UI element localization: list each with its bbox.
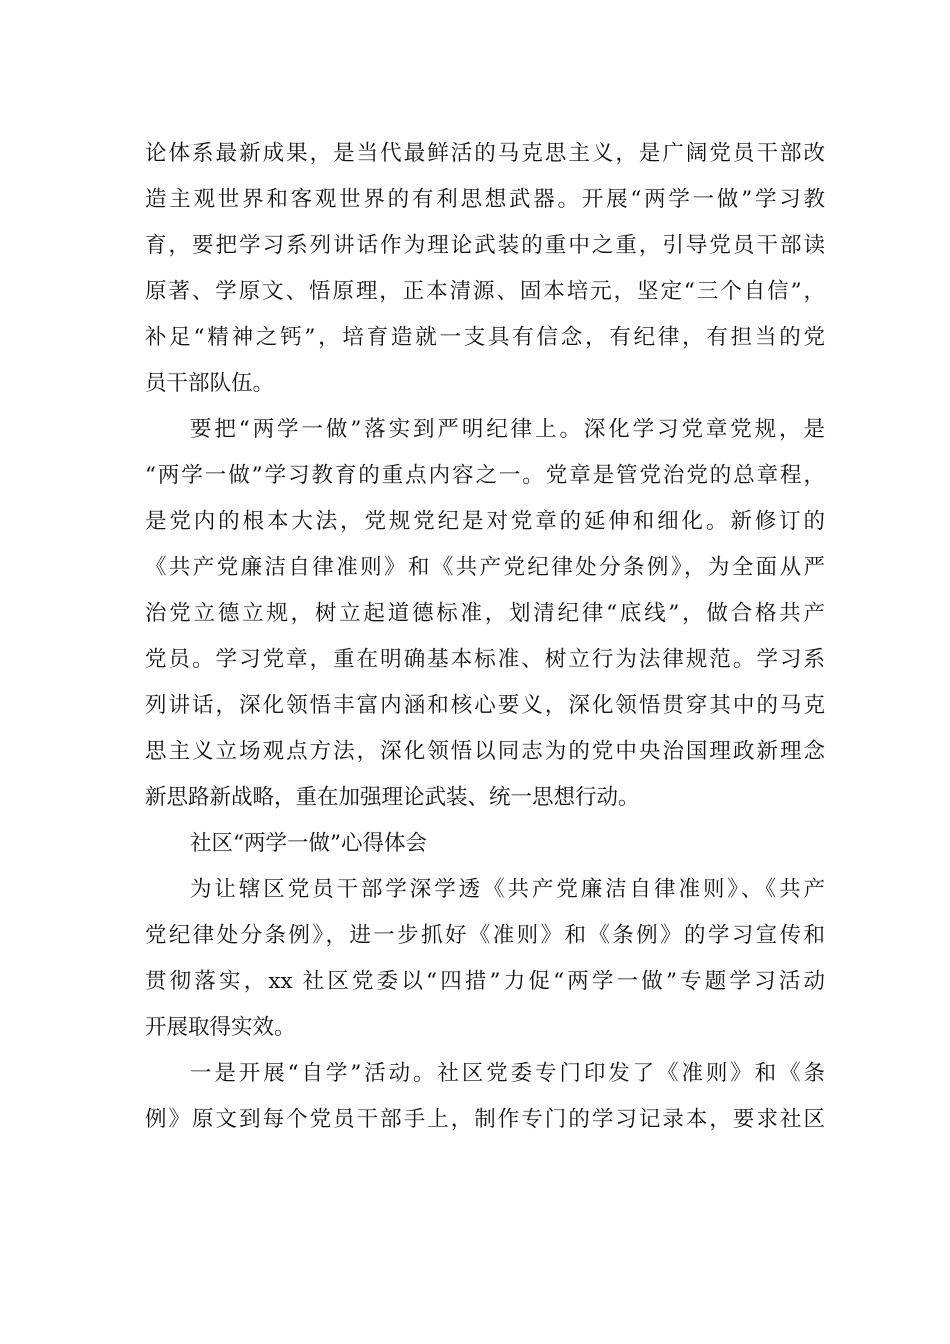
body-text-line: 补足“精神之钙”，培育造就一支具有信念，有纪律，有担当的党 [145, 325, 825, 350]
body-text-line: 思主义立场观点方法，深化领悟以同志为的党中央治国理政新理念 [145, 739, 825, 764]
body-text-line: 为让辖区党员干部学深学透《共产党廉洁自律准则》、《共产 [190, 877, 825, 902]
body-text-line: 要把“两学一做”落实到严明纪律上。深化学习党章党规，是 [190, 417, 825, 442]
body-text-line: 原著、学原文、悟原理，正本清源、固本培元，坚定“三个自信”， [145, 279, 825, 304]
body-text-line: 例》原文到每个党员干部手上，制作专门的学习记录本，要求社区 [145, 1107, 825, 1132]
body-text-line: 是党内的根本大法，党规党纪是对党章的延伸和细化。新修订的 [145, 509, 825, 534]
body-text-line: 列讲话，深化领悟丰富内涵和核心要义，深化领悟贯穿其中的马克 [145, 693, 825, 718]
body-text-line: 开展取得实效。 [145, 1015, 296, 1040]
body-text-line: 新思路新战略，重在加强理论武装、统一思想行动。 [145, 785, 640, 810]
body-text-line: 一是开展“自学”活动。社区党委专门印发了《准则》和《条 [190, 1061, 825, 1086]
body-text-line: 党员。学习党章，重在明确基本标准、树立行为法律规范。学习系 [145, 647, 825, 672]
body-text-line: 党纪律处分条例》，进一步抓好《准则》和《条例》的学习宣传和 [145, 923, 825, 948]
body-text-line: 贯彻落实，xx 社区党委以“四措”力促“两学一做”专题学习活动 [145, 969, 825, 994]
body-text-line: 育，要把学习系列讲话作为理论武装的重中之重，引导党员干部读 [145, 233, 825, 258]
body-text-line: 造主观世界和客观世界的有利思想武器。开展“两学一做”学习教 [145, 187, 825, 212]
body-text-line: “两学一做”学习教育的重点内容之一。党章是管党治党的总章程， [145, 463, 825, 488]
body-text-line: 治党立德立规，树立起道德标准，划清纪律“底线”，做合格共产 [145, 601, 825, 626]
body-text-line: 《共产党廉洁自律准则》和《共产党纪律处分条例》，为全面从严 [145, 555, 825, 580]
section-heading: 社区“两学一做”心得体会 [190, 831, 427, 856]
body-text-line: 论体系最新成果，是当代最鲜活的马克思主义，是广阔党员干部改 [145, 141, 825, 166]
body-text-line: 员干部队伍。 [145, 371, 275, 396]
